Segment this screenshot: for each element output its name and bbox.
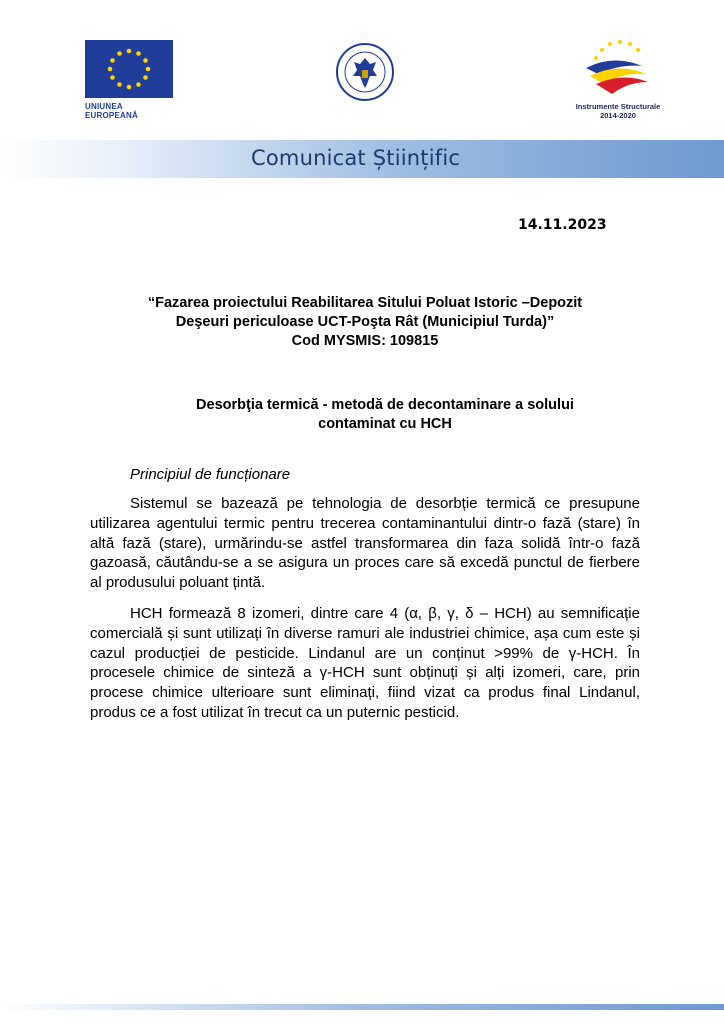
- section-title-line2: contaminat cu HCH: [318, 416, 452, 432]
- eu-caption: UNIUNEA EUROPEANĂ: [85, 102, 138, 120]
- is-emblem-icon: [568, 36, 668, 100]
- body-text: [90, 494, 640, 734]
- is-caption: [568, 102, 668, 120]
- section-title: [110, 396, 660, 434]
- subheading: Principiul de funcționare: [130, 466, 291, 483]
- project-title-line1: “Fazarea proiectului Reabilitarea Sitului Poluat Istoric –Depozit: [147, 295, 583, 311]
- project-code: Cod MYSMIS: 109815: [291, 333, 439, 349]
- document-date: 14.11.2023: [518, 217, 607, 233]
- paragraph: Sistemul se bazează pe tehnologia de desorbție termică ce presupune utilizarea agentului termic pentru trecerea contaminantului dintr-o fază (stare) în altă fază (stare), urmărindu-se astfel transformarea din faza solidă într-o fază gazoasă, căutându-se a se asigura un proces care să excedă punctul de fierbere al produsului poluant țintă.: [90, 495, 640, 592]
- is-caption-line2: 2014-2020: [600, 111, 636, 120]
- paragraph: HCH formează 8 izomeri, dintre care 4 (α, β, γ, δ – HCH) au semnificație comercială și sunt utilizați în diverse ramuri ale industriei chimice, așa cum este și cazul producției de pesticide. Lindanul are un conținut >99% de γ-HCH. În procesele chimice de sinteză a γ-HCH sunt obținuți și alți izomeri, care, prin procese chimice ulterioare sunt eliminați, fiind vizat ca produs final Lindanul, produs ce a fost utilizat în trecut ca un puternic pesticid.: [90, 604, 640, 721]
- eu-flag-icon: [85, 40, 173, 98]
- banner-title: Comunicat Științific: [251, 146, 461, 170]
- government-seal-icon: [335, 42, 395, 102]
- section-title-line1: Desorbţia termică - metodă de decontaminare a solului: [196, 397, 574, 413]
- footer-bar: [0, 1004, 724, 1010]
- eu-logo: [85, 40, 175, 120]
- project-title-line2: Deşeuri periculoase UCT-Poşta Rât (Municipiul Turda)”: [175, 314, 555, 330]
- project-title: [90, 294, 640, 351]
- is-caption-line1: Instrumente Structurale: [575, 102, 661, 111]
- instrumente-structurale-logo: [568, 36, 668, 126]
